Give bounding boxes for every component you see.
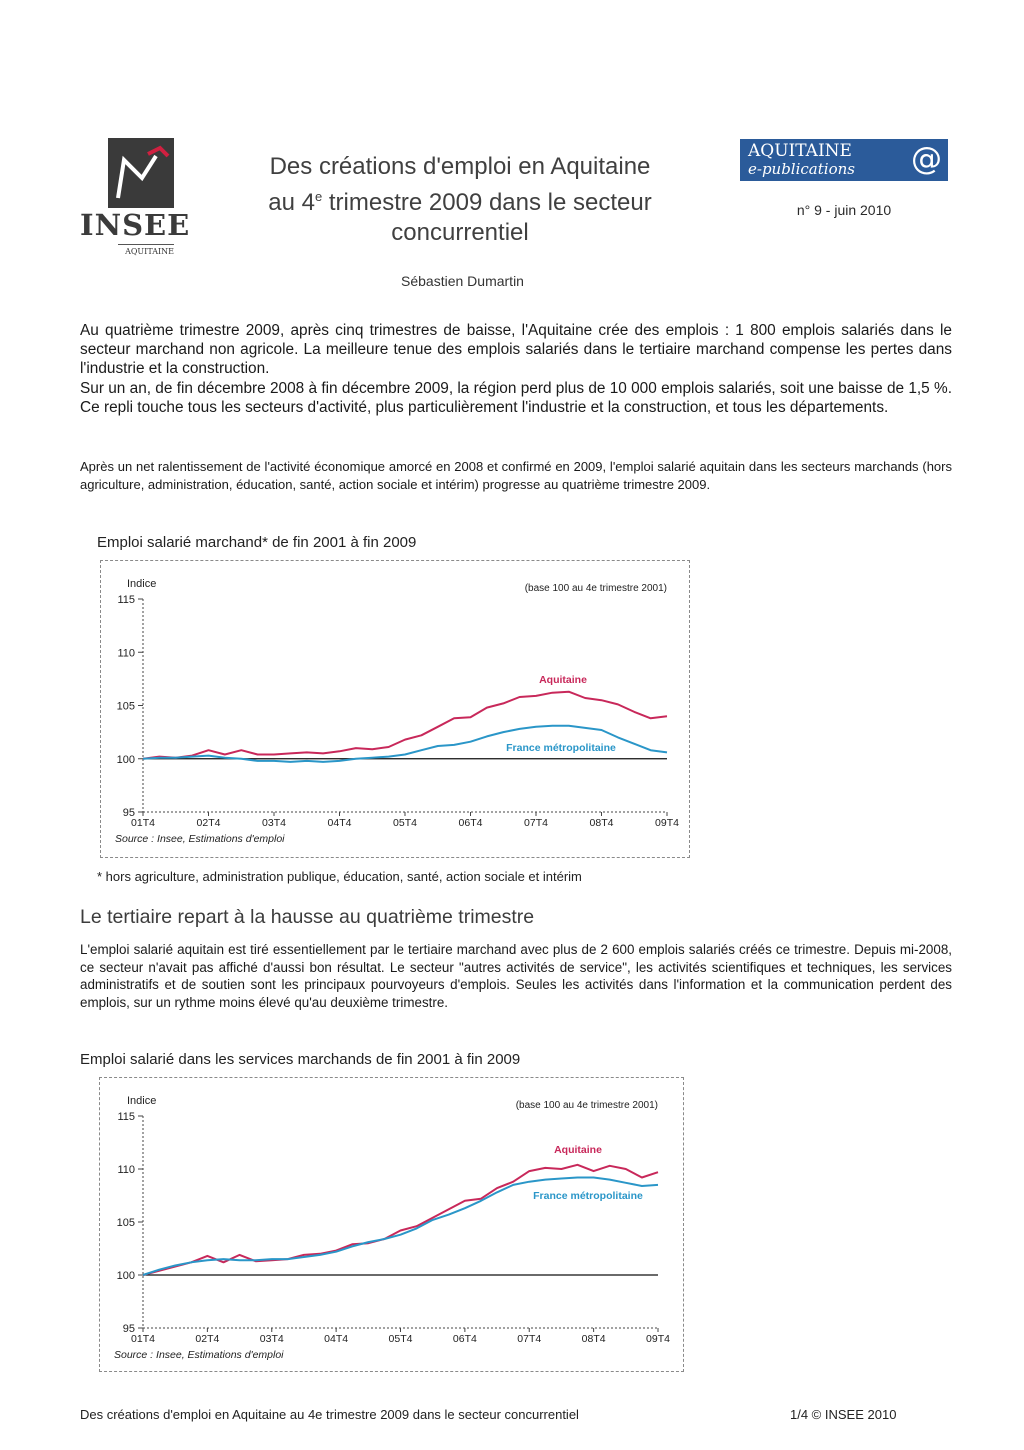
x-tick-label: 01T4 bbox=[131, 817, 155, 829]
logo-sub: AQUITAINE bbox=[118, 244, 174, 256]
x-tick-label: 05T4 bbox=[388, 1333, 413, 1345]
chart-source: Source : Insee, Estimations d'emploi bbox=[115, 833, 285, 845]
x-tick-label: 01T4 bbox=[131, 1333, 155, 1345]
chart-source: Source : Insee, Estimations d'emploi bbox=[114, 1349, 284, 1361]
series-label: France métropolitaine bbox=[533, 1190, 643, 1202]
x-tick-label: 04T4 bbox=[327, 817, 352, 829]
y-tick-label: 115 bbox=[117, 594, 135, 606]
body-paragraph-2: L'emploi salarié aquitain est tiré essentiellement par le tertiaire marchand avec plus de 2 600 emplois salariés créés ce trimestre. Depuis mi-2008, ce secteur n'avait pas affiché d'aussi bon résultat. Le secteur "autres activités de service", les activités scientifiques et techniques, les services administratifs et de soutien sont les principaux pourvoyeurs d'emplois. Seules les activités dans l'information et la communication perdent des emplois, sur un rythme moins élevé qu'au deuxième trimestre. bbox=[80, 942, 952, 1010]
series-label: France métropolitaine bbox=[506, 742, 616, 754]
x-tick-label: 06T4 bbox=[452, 1333, 477, 1345]
footer-title: Des créations d'emploi en Aquitaine au 4e trimestre 2009 dans le secteur concurrentiel bbox=[80, 1407, 579, 1422]
chart-1-footnote: * hors agriculture, administration publique, éducation, santé, action sociale et intérim bbox=[97, 869, 582, 884]
publication-badge bbox=[740, 139, 948, 181]
footer-page: 1/4 © INSEE 2010 bbox=[790, 1407, 897, 1422]
logo-name: INSEE bbox=[80, 208, 191, 242]
y-tick-label: 105 bbox=[116, 1217, 135, 1229]
x-tick-label: 09T4 bbox=[655, 817, 679, 829]
y-tick-label: 110 bbox=[117, 647, 135, 660]
badge-line2: e-publications bbox=[748, 160, 855, 178]
lead-text bbox=[80, 321, 952, 417]
lead-paragraph: Au quatrième trimestre 2009, après cinq trimestres de baisse, l'Aquitaine crée des emplois : 1 800 emplois salariés dans le secteur marchand non agricole. La meilleure tenue des emplois salariés dans le tertiaire marchand compense les pertes dans l'industrie et la construction. bbox=[80, 322, 952, 378]
x-tick-label: 03T4 bbox=[262, 817, 286, 829]
y-tick-label: 110 bbox=[117, 1164, 135, 1176]
x-tick-label: 07T4 bbox=[524, 817, 548, 829]
y-tick-label: 115 bbox=[117, 1111, 135, 1123]
x-tick-label: 02T4 bbox=[196, 817, 221, 829]
x-tick-label: 09T4 bbox=[646, 1333, 670, 1345]
x-tick-label: 06T4 bbox=[458, 817, 483, 829]
x-tick-label: 02T4 bbox=[195, 1333, 220, 1345]
section-title: Le tertiaire repart à la hausse au quatrième trimestre bbox=[80, 906, 535, 928]
insee-logo bbox=[80, 138, 191, 258]
chart-2-title: Emploi salarié dans les services marchands de fin 2001 à fin 2009 bbox=[80, 1051, 521, 1068]
y-tick-label: 95 bbox=[122, 807, 135, 819]
author: Sébastien Dumartin bbox=[401, 273, 524, 289]
lead-paragraph: Sur un an, de fin décembre 2008 à fin décembre 2009, la région perd plus de 10 000 emplois salariés, soit une baisse de 1,5 %. Ce repli touche tous les secteurs d'activité, plus particulièrement l'industrie et la construction, et tous les départements. bbox=[80, 379, 952, 416]
chart-2 bbox=[100, 1078, 683, 1371]
body-paragraph-1: Après un net ralentissement de l'activité économique amorcé en 2008 et confirmé en 2009, l'emploi salarié aquitain dans les secteurs marchands (hors agriculture, administration, éducation, santé, action sociale et intérim) progresse au quatrième trimestre 2009. bbox=[80, 459, 952, 492]
x-tick-label: 03T4 bbox=[259, 1333, 284, 1345]
badge-line1: AQUITAINE bbox=[748, 141, 852, 161]
x-tick-label: 04T4 bbox=[324, 1333, 349, 1345]
base-note: (base 100 au 4e trimestre 2001) bbox=[524, 583, 667, 594]
y-axis-label: Indice bbox=[127, 578, 157, 590]
chart-1 bbox=[101, 561, 689, 857]
y-tick-label: 100 bbox=[116, 753, 135, 766]
x-tick-label: 07T4 bbox=[517, 1333, 542, 1345]
document-title: Des créations d'emploi en Aquitaine au 4e trimestre 2009 dans le secteur concurrentiel bbox=[268, 153, 652, 246]
y-axis-label: Indice bbox=[127, 1095, 157, 1107]
x-tick-label: 05T4 bbox=[393, 817, 417, 829]
issue-number: n° 9 - juin 2010 bbox=[796, 202, 892, 218]
series-label: Aquitaine bbox=[539, 674, 587, 686]
series-label: Aquitaine bbox=[554, 1144, 602, 1156]
base-note: (base 100 au 4e trimestre 2001) bbox=[515, 1100, 658, 1111]
y-tick-label: 100 bbox=[116, 1270, 135, 1282]
chart-1-frame bbox=[100, 560, 690, 858]
logo-mark-icon bbox=[108, 138, 174, 208]
y-tick-label: 95 bbox=[122, 1323, 135, 1335]
chart-1-title: Emploi salarié marchand* de fin 2001 à fin 2009 bbox=[97, 534, 417, 551]
x-tick-label: 08T4 bbox=[581, 1333, 606, 1345]
x-tick-label: 08T4 bbox=[589, 817, 614, 829]
chart-2-frame bbox=[99, 1077, 684, 1372]
y-tick-label: 105 bbox=[116, 700, 135, 713]
at-icon: @ bbox=[911, 141, 942, 177]
